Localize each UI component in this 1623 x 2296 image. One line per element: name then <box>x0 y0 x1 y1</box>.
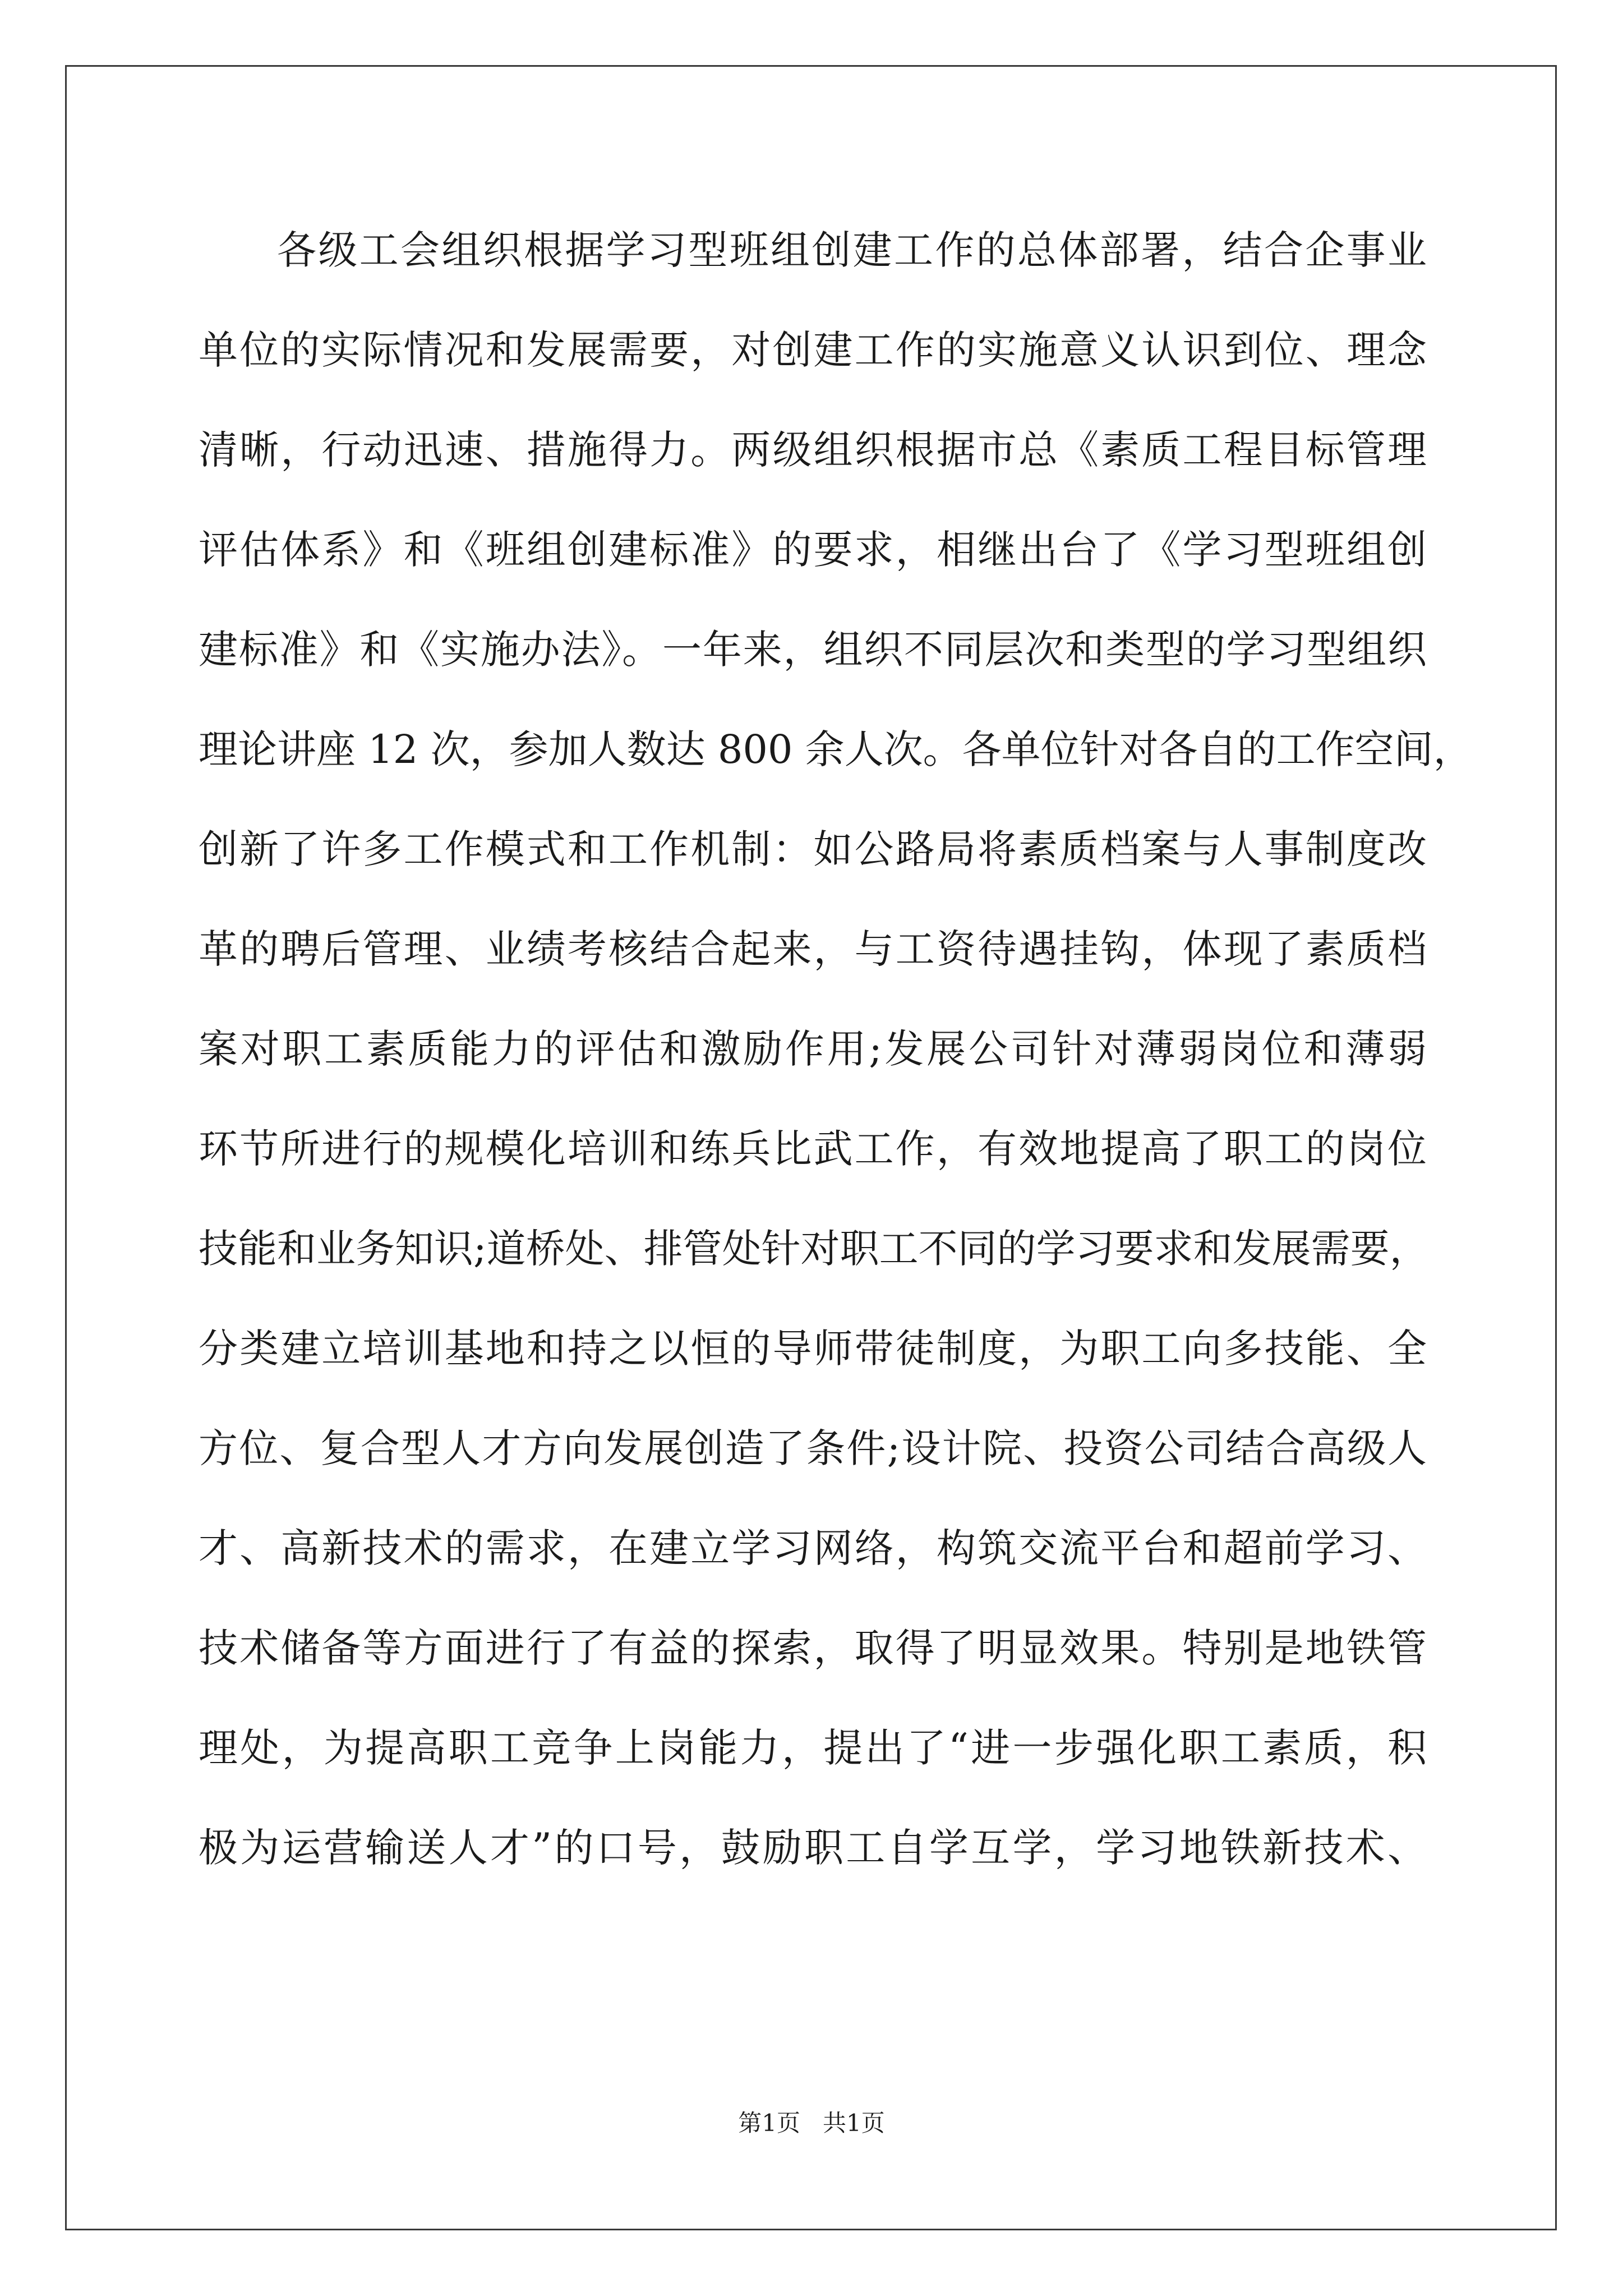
paragraph-line: 才、高新技术的需求，在建立学习网络，构筑交流平台和超前学习、 <box>199 1525 1427 1571</box>
paragraph-line: 分类建立培训基地和持之以恒的导师带徒制度，为职工向多技能、全 <box>199 1326 1427 1372</box>
paragraph-line: 单位的实际情况和发展需要，对创建工作的实施意义认识到位、理念 <box>199 327 1427 373</box>
paragraph-line: 技术储备等方面进行了有益的探索，取得了明显效果。特别是地铁管 <box>199 1625 1427 1671</box>
paragraph-line: 环节所进行的规模化培训和练兵比武工作，有效地提高了职工的岗位 <box>199 1126 1427 1172</box>
paragraph-line: 理处，为提高职工竞争上岗能力，提出了“进一步强化职工素质，积 <box>199 1725 1427 1771</box>
paragraph-line: 极为运营输送人才”的口号，鼓励职工自学互学，学习地铁新技术、 <box>199 1825 1427 1871</box>
paragraph-line: 清晰，行动迅速、措施得力。两级组织根据市总《素质工程目标管理 <box>199 427 1427 473</box>
paragraph-line: 建标准》和《实施办法》。一年来，组织不同层次和类型的学习型组织 <box>199 627 1427 673</box>
paragraph-line: 革的聘后管理、业绩考核结合起来，与工资待遇挂钩，体现了素质档 <box>199 926 1427 972</box>
paragraph-line: 创新了许多工作模式和工作机制：如公路局将素质档案与人事制度改 <box>199 826 1427 872</box>
paragraph-line: 理论讲座 12 次，参加人数达 800 余人次。各单位针对各自的工作空间， <box>199 726 1473 772</box>
paragraph-line: 案对职工素质能力的评估和激励作用;发展公司针对薄弱岗位和薄弱 <box>199 1026 1427 1072</box>
paragraph-line: 各级工会组织根据学习型班组创建工作的总体部署，结合企事业 <box>277 227 1427 273</box>
document-body <box>199 220 1473 1917</box>
paragraph-line: 评估体系》和《班组创建标准》的要求，相继出台了《学习型班组创 <box>199 527 1427 573</box>
paragraph-line: 技能和业务知识;道桥处、排管处针对职工不同的学习要求和发展需要， <box>199 1226 1429 1272</box>
page-footer: 第1页 共1页 <box>738 2109 885 2137</box>
paragraph-line: 方位、复合型人才方向发展创造了条件;设计院、投资公司结合高级人 <box>199 1425 1427 1471</box>
